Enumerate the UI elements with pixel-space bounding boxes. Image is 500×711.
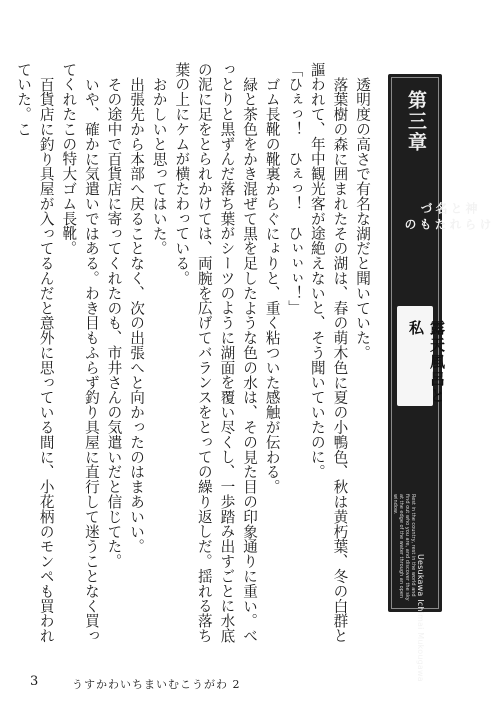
paragraph: 透明度の高さで有名な湖だと聞いていた。 [354,76,371,360]
banner-english-title: Uesukawa Ichimai Mukougawa [416,554,425,682]
paragraph: 緑と茶色をかき混ぜて黒を足したような色の水は、その見た目の印象通りに重い。べっとりと黒ずんだ落ち葉がシーツのように湖面を覆い尽くし、一歩踏み出すごとに水底の泥に足をとられかけては、両腕を広げてバランスをとっての繰り返しだ。揺れる落ち葉の上にケムが横たわっている。 [173,62,259,644]
chapter-subtitle: 露天風呂と私 [407,320,446,405]
page-number: 3 [30,674,39,689]
paragraph: 百貨店に釣り具屋が入ってるんだと意外に思っている間に、小花柄のモンペも買われていた。こ [15,62,55,643]
running-title: うすかわいちまいむこうがわ 2 [72,678,241,691]
body-text [15,62,373,648]
chapter-title-line: けられたもの [403,218,492,230]
paragraph: ゴム長靴の靴裏からぐにょりと、重く粘ついた感触が伝わる。 [263,76,281,494]
subtitle-box [397,306,446,406]
paragraph: 落葉樹の森に囲まれたその湖は、春の萌木色に夏の小鴨色、秋は黄朽葉、冬の白群と謳われて、年中観光客が途絶えないと、そう聞いていたのに。 [308,62,349,643]
chapter-title [396,94,492,230]
chapter-banner [388,74,492,682]
paragraph: いや、確かに気遣いではある。わき目もふらず釣り具屋に直行して迷うことなく買ってくれたこの特大ゴム長靴。 [60,62,100,643]
paragraph: 出張先から本部へ戻ることなく、次の出張へと向かったのはまあいい。 [128,76,146,554]
banner-english-description: Rest in the country, rest in the world and find out who you are, and discover the sky at the edge of the water through an open window. [392,494,416,601]
dialogue-line: 「ひぇっ！ ひぇっ！ ひぃぃぃ！」 [286,62,304,316]
chapter-number: 第三章 [405,90,427,153]
paragraph: おかしいと思ってはいた。 [150,76,168,256]
chapter-title-line: 神と名づ [419,202,478,214]
paragraph: その途中で百貨店に寄ってくれたのも、市井さんの気遣いだと信じてた。 [105,76,123,569]
